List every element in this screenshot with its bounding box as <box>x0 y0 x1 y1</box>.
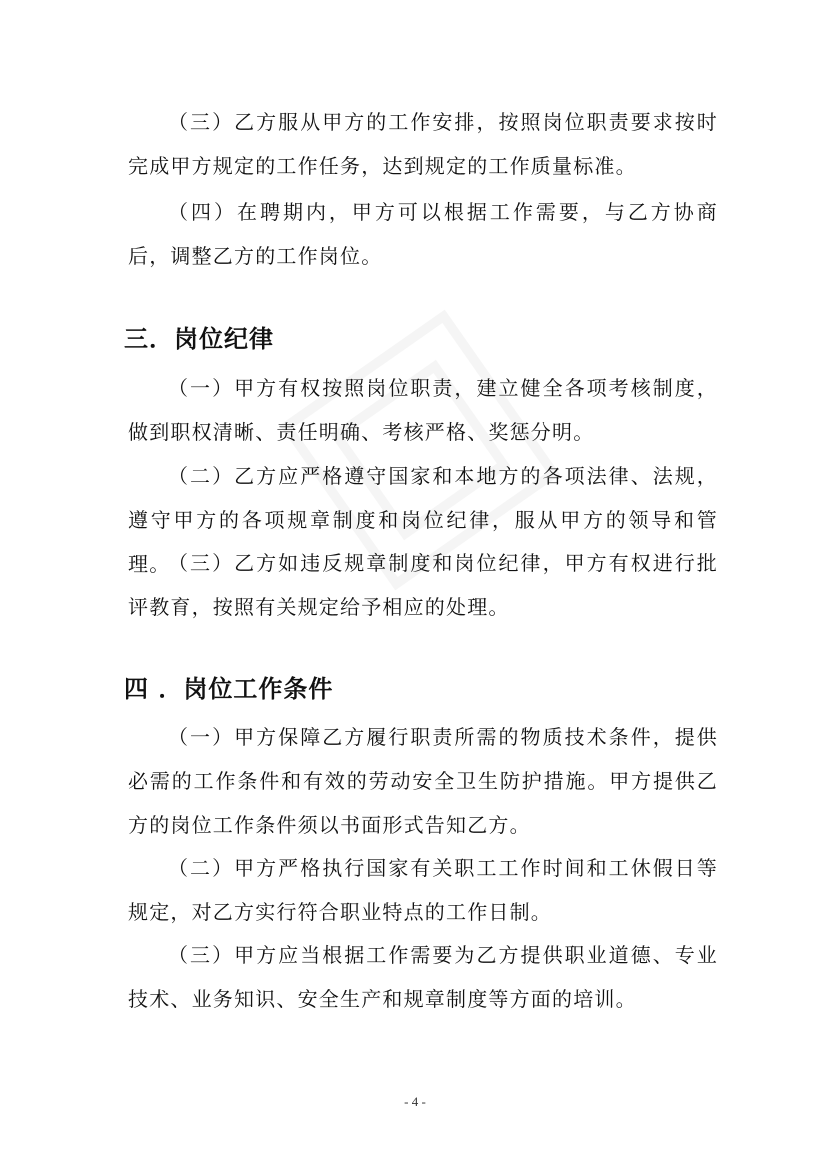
paragraph-2-3: （三）乙方服从甲方的工作安排，按照岗位职责要求按时完成甲方规定的工作任务，达到规定的工作质量标准。 <box>128 110 718 178</box>
paragraph-4-3: （三）甲方应当根据工作需要为乙方提供职业道德、专业技术、业务知识、安全生产和规章制度等方面的培训。 <box>128 943 718 1011</box>
paragraph-3-2: （二）乙方应严格遵守国家和本地方的各项法律、法规，遵守甲方的各项规章制度和岗位纪律，服从甲方的领导和管理。 <box>128 464 718 576</box>
paragraph-2-4: （四）在聘期内，甲方可以根据工作需要，与乙方协商后，调整乙方的工作岗位。 <box>128 200 718 268</box>
paragraph-4-1: （一）甲方保障乙方履行职责所需的物质技术条件，提供必需的工作条件和有效的劳动安全卫生防护措施。甲方提供乙方的岗位工作条件须以书面形式告知乙方。 <box>128 725 718 837</box>
paragraph-4-2: （二）甲方严格执行国家有关职工工作时间和工休假日等规定，对乙方实行符合职业特点的工作日制。 <box>128 856 718 924</box>
paragraph-3-3: （三）乙方如违反规章制度和岗位纪律，甲方有权进行批评教育，按照有关规定给予相应的处理。 <box>128 551 718 619</box>
page-number: - 4 - <box>404 1094 426 1109</box>
section-3-title: 三．岗位纪律 <box>124 325 274 353</box>
paragraph-3-1: （一）甲方有权按照岗位职责，建立健全各项考核制度，做到职权清晰、责任明确、考核严格、奖惩分明。 <box>128 376 718 444</box>
section-4-title: 四 ．岗位工作条件 <box>124 675 334 703</box>
